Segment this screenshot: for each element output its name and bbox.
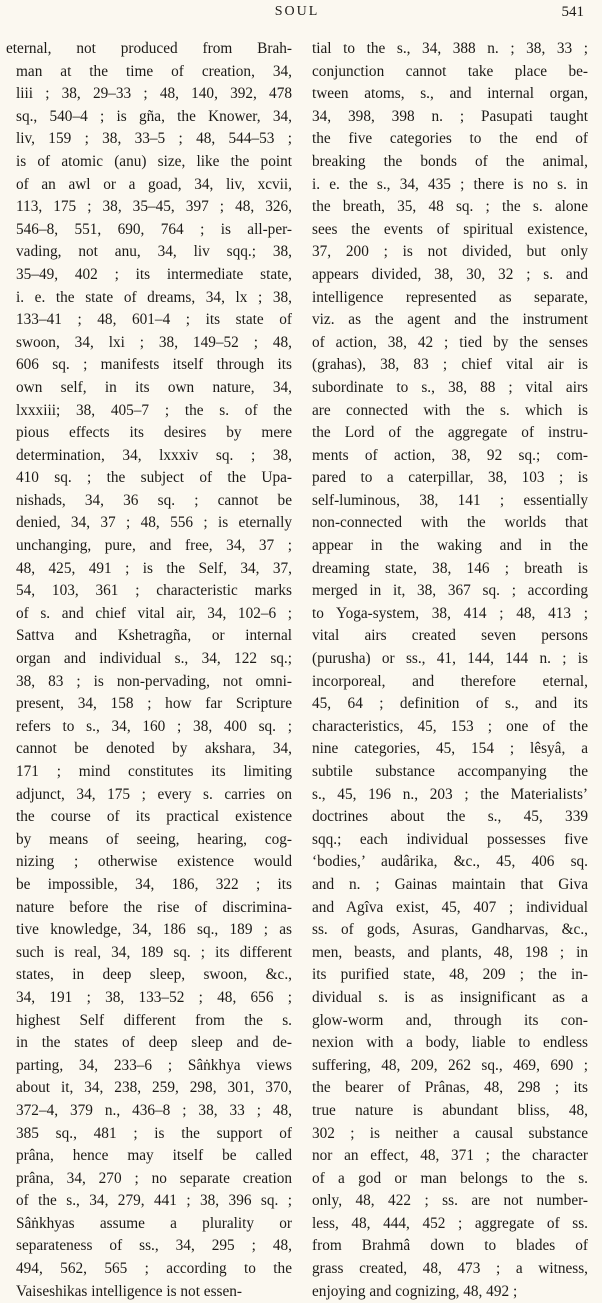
index-line: 45, 64 ; definition of s., and its bbox=[312, 695, 588, 713]
index-line: liv, 159 ; 38, 33–5 ; 48, 544–53 ; bbox=[16, 130, 292, 148]
index-line: in the states of deep sleep and de- bbox=[16, 1034, 292, 1052]
index-line: appears divided, 38, 30, 32 ; s. and bbox=[312, 265, 588, 283]
index-line: determination, 34, lxxxiv sq. ; 38, bbox=[16, 446, 292, 464]
index-line: the five categories to the end of bbox=[312, 130, 588, 148]
index-line: of the s., 34, 279, 441 ; 38, 396 sq. ; bbox=[16, 1192, 292, 1210]
index-line: the Lord of the aggregate of instru- bbox=[312, 424, 588, 442]
index-columns bbox=[6, 38, 588, 1303]
page-number: 541 bbox=[561, 4, 584, 20]
index-line: vital airs created seven persons bbox=[312, 627, 588, 645]
index-line: are connected with the s. which is bbox=[312, 401, 588, 419]
index-line: dreaming state, 38, 146 ; breath is bbox=[312, 559, 588, 577]
index-line: swoon, 34, lxi ; 38, 149–52 ; 48, bbox=[16, 333, 292, 351]
index-line: non-connected with the worlds that bbox=[312, 514, 588, 532]
index-line: tween atoms, s., and internal organ, bbox=[312, 85, 588, 103]
index-line: denied, 34, 37 ; 48, 556 ; is eternally bbox=[16, 514, 292, 532]
index-line: doctrines about the s., 45, 339 bbox=[312, 808, 588, 826]
index-line: (purusha) or ss., 41, 144, 144 n. ; is bbox=[312, 650, 588, 668]
index-line: nine categories, 45, 154 ; lêsyâ, a bbox=[312, 740, 588, 758]
index-line: 302 ; is neither a causal substance bbox=[312, 1124, 588, 1142]
index-line: and n. ; Gainas maintain that Giva bbox=[312, 875, 588, 893]
index-line: 171 ; mind constitutes its limiting bbox=[16, 763, 292, 780]
index-line: sq., 540–4 ; is gña, the Knower, 34, bbox=[16, 107, 292, 125]
index-line: i. e. the state of dreams, 34, lx ; 38, bbox=[16, 288, 292, 306]
index-line: of an awl or a goad, 34, liv, xcvii, bbox=[16, 175, 292, 193]
index-line: 113, 175 ; 38, 35–45, 397 ; 48, 326, bbox=[16, 198, 292, 216]
index-line: Vaiseshikas intelligence is not essen- bbox=[16, 1282, 243, 1300]
index-line: 54, 103, 361 ; characteristic marks bbox=[16, 582, 292, 600]
index-line: refers to s., 34, 160 ; 38, 400 sq. ; bbox=[16, 717, 292, 735]
index-line: eternal, not produced from Brah- bbox=[6, 40, 292, 57]
index-line: highest Self different from the s. bbox=[16, 1011, 292, 1029]
index-line: sees the events of spiritual existence, bbox=[312, 220, 588, 238]
right-column bbox=[302, 38, 588, 1303]
index-line: own self, in its own nature, 34, bbox=[16, 378, 292, 396]
index-line: Sattva and Kshetragña, or internal bbox=[16, 627, 292, 645]
index-line: self-luminous, 38, 141 ; essentially bbox=[312, 491, 588, 509]
index-line: from Brahmâ down to blades of bbox=[312, 1237, 588, 1255]
index-line: only, 48, 422 ; ss. are not number- bbox=[312, 1192, 588, 1210]
index-line: and Agîva exist, 45, 407 ; individual bbox=[312, 898, 588, 916]
index-line: breaking the bonds of the animal, bbox=[312, 152, 588, 170]
index-line: conjunction cannot take place be- bbox=[312, 62, 588, 80]
index-line: 37, 200 ; is not divided, but only bbox=[312, 243, 588, 261]
index-line: of action, 38, 42 ; tied by the senses bbox=[312, 333, 588, 351]
index-line: separateness of ss., 34, 295 ; 48, bbox=[16, 1237, 292, 1255]
index-line: nishads, 34, 36 sq. ; cannot be bbox=[16, 491, 292, 509]
index-line: 546–8, 551, 690, 764 ; is all-per- bbox=[16, 220, 292, 238]
index-line: sqq.; each individual possesses five bbox=[312, 830, 588, 848]
index-line: Sâṅkhyas assume a plurality or bbox=[16, 1214, 292, 1232]
index-line: s., 45, 196 n., 203 ; the Materialists’ bbox=[312, 785, 588, 803]
index-line: 372–4, 379 n., 436–8 ; 38, 33 ; 48, bbox=[16, 1101, 292, 1119]
left-column bbox=[6, 38, 292, 1303]
index-line: cannot be denoted by akshara, 34, bbox=[16, 740, 292, 758]
index-line: of a god or man belongs to the s. bbox=[312, 1169, 588, 1187]
index-line: vading, not anu, 34, liv sqq.; 38, bbox=[16, 243, 292, 261]
index-line: nizing ; otherwise existence would bbox=[16, 853, 292, 871]
index-line: 48, 425, 491 ; is the Self, 34, 37, bbox=[16, 559, 292, 577]
index-line: ments of action, 38, 92 sq.; com- bbox=[312, 446, 588, 464]
index-line: pared to a caterpillar, 38, 103 ; is bbox=[312, 469, 588, 487]
index-line: states, in deep sleep, swoon, &c., bbox=[16, 966, 292, 984]
index-line: about it, 34, 238, 259, 298, 301, 370, bbox=[16, 1079, 292, 1097]
index-line: incorporeal, and therefore eternal, bbox=[312, 672, 588, 690]
index-line: tive knowledge, 34, 186 sq., 189 ; as bbox=[16, 921, 292, 939]
index-line: i. e. the s., 34, 435 ; there is no s. in bbox=[312, 175, 588, 193]
index-line: less, 48, 444, 452 ; aggregate of ss. bbox=[312, 1214, 588, 1232]
index-line: 34, 398, 398 n. ; Pasupati taught bbox=[312, 107, 588, 125]
index-line: its purified state, 48, 209 ; the in- bbox=[312, 966, 588, 984]
index-line: viz. as the agent and the instrument bbox=[312, 311, 588, 329]
index-line: be impossible, 34, 186, 322 ; its bbox=[16, 875, 292, 893]
index-line: prâna, hence may itself be called bbox=[16, 1147, 292, 1165]
index-line: to Yoga-system, 38, 414 ; 48, 413 ; bbox=[312, 604, 588, 622]
index-line: such is real, 34, 189 sq. ; its different bbox=[16, 943, 292, 961]
index-line: is of atomic (anu) size, like the point bbox=[16, 152, 292, 170]
index-line: lxxxiii; 38, 405–7 ; the s. of the bbox=[16, 401, 292, 419]
index-line: man at the time of creation, 34, bbox=[16, 62, 292, 80]
index-line: grass created, 48, 473 ; a witness, bbox=[312, 1260, 588, 1278]
index-line: men, beasts, and plants, 48, 198 ; in bbox=[312, 943, 588, 961]
index-line: nexion with a body, liable to endless bbox=[312, 1034, 588, 1052]
index-line: ‘bodies,’ audârika, &c., 45, 406 sq. bbox=[312, 853, 588, 871]
index-line: 34, 191 ; 38, 133–52 ; 48, 656 ; bbox=[16, 988, 292, 1006]
index-line: tial to the s., 34, 388 n. ; 38, 33 ; bbox=[312, 40, 588, 57]
index-line: dividual s. is as insignificant as a bbox=[312, 988, 588, 1006]
index-line: liii ; 38, 29–33 ; 48, 140, 392, 478 bbox=[16, 85, 292, 103]
index-line: 385 sq., 481 ; is the support of bbox=[16, 1124, 292, 1142]
index-line: suffering, 48, 209, 262 sq., 469, 690 ; bbox=[312, 1056, 588, 1074]
index-line: subtile substance accompanying the bbox=[312, 763, 588, 780]
index-line: appear in the waking and in the bbox=[312, 537, 588, 555]
index-line: intelligence represented as separate, bbox=[312, 288, 588, 306]
index-line: 606 sq. ; manifests itself through its bbox=[16, 356, 292, 374]
index-line: true nature is abundant bliss, 48, bbox=[312, 1101, 588, 1119]
index-line: subordinate to s., 38, 88 ; vital airs bbox=[312, 378, 588, 396]
index-line: the bearer of Prânas, 48, 298 ; its bbox=[312, 1079, 588, 1097]
index-line: merged in it, 38, 367 sq. ; according bbox=[312, 582, 588, 600]
index-line: (grahas), 38, 83 ; chief vital air is bbox=[312, 356, 588, 374]
index-line: enjoying and cognizing, 48, 492 ; bbox=[312, 1282, 518, 1300]
index-line: present, 34, 158 ; how far Scripture bbox=[16, 695, 292, 713]
index-line: parting, 34, 233–6 ; Sâṅkhya views bbox=[16, 1056, 292, 1074]
running-head: SOUL bbox=[274, 4, 320, 19]
index-line: by means of seeing, hearing, cog- bbox=[16, 830, 292, 848]
index-line: the breath, 35, 48 sq. ; the s. alone bbox=[312, 198, 588, 216]
index-line: glow-worm and, through its con- bbox=[312, 1011, 588, 1029]
index-line: 494, 562, 565 ; according to the bbox=[16, 1260, 292, 1278]
index-line: of s. and chief vital air, 34, 102–6 ; bbox=[16, 604, 292, 622]
index-line: adjunct, 34, 175 ; every s. carries on bbox=[16, 785, 292, 803]
index-line: 133–41 ; 48, 601–4 ; its state of bbox=[16, 311, 292, 329]
index-line: 35–49, 402 ; its intermediate state, bbox=[16, 265, 292, 283]
index-line: unchanging, pure, and free, 34, 37 ; bbox=[16, 537, 292, 555]
index-line: pious effects its desires by mere bbox=[16, 424, 292, 442]
index-line: ss. of gods, Asuras, Gandharvas, &c., bbox=[312, 921, 588, 939]
index-line: prâna, 34, 270 ; no separate creation bbox=[16, 1169, 292, 1187]
index-line: organ and individual s., 34, 122 sq.; bbox=[16, 650, 292, 668]
index-line: 410 sq. ; the subject of the Upa- bbox=[16, 469, 292, 487]
index-line: characteristics, 45, 153 ; one of the bbox=[312, 717, 588, 735]
index-line: 38, 83 ; is non-pervading, not omni- bbox=[16, 672, 292, 690]
index-line: the course of its practical existence bbox=[16, 808, 292, 826]
index-line: nor an effect, 48, 371 ; the character bbox=[312, 1147, 588, 1165]
page-header bbox=[6, 0, 588, 38]
index-line: nature before the rise of discrimina- bbox=[16, 898, 292, 916]
